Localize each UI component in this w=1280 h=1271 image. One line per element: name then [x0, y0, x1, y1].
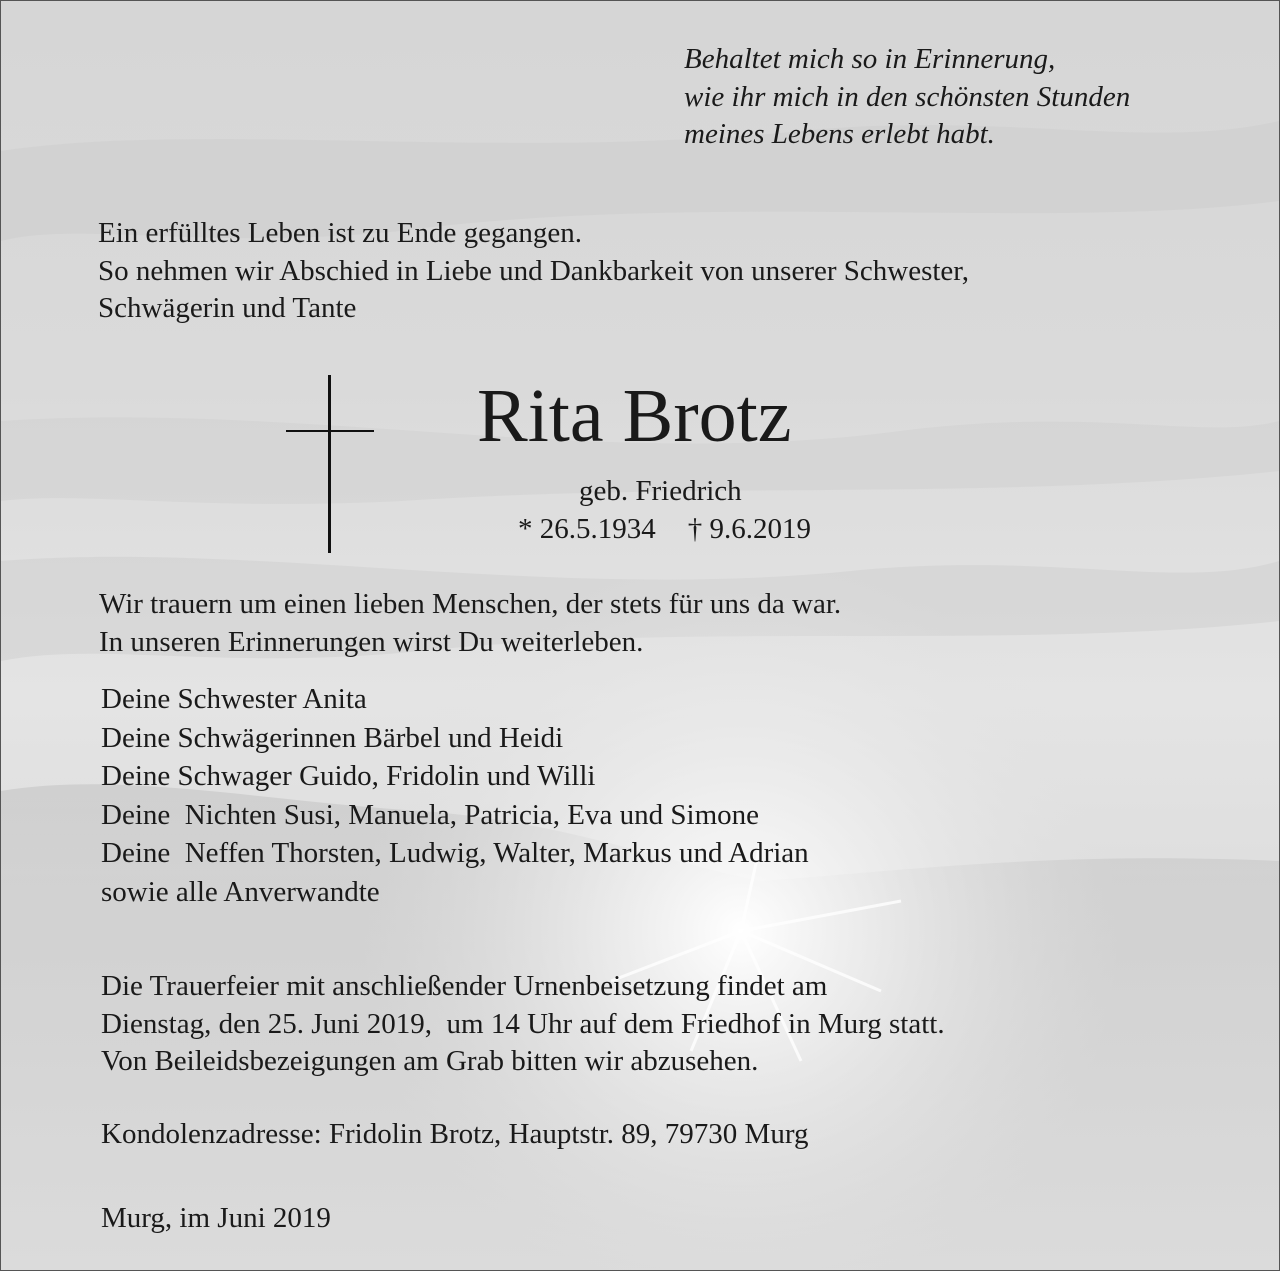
family-item: Deine Neffen Thorsten, Ludwig, Walter, Markus und Adrian — [101, 837, 809, 869]
funeral-line: Dienstag, den 25. Juni 2019, um 14 Uhr auf dem Friedhof in Murg statt. — [101, 1007, 945, 1040]
cross-vertical-bar — [328, 375, 331, 553]
intro-text — [98, 215, 969, 328]
maiden-name: geb. Friedrich — [579, 475, 742, 507]
family-item: sowie alle Anverwandte — [101, 875, 380, 908]
family-item: Deine Schwester Anita — [101, 683, 367, 715]
intro-line: Schwägerin und Tante — [98, 292, 357, 324]
condolence-address: Kondolenzadresse: Fridolin Brotz, Hauptstr. 89, 79730 Murg — [101, 1118, 809, 1150]
motto-quote — [684, 41, 1130, 154]
place-and-date: Murg, im Juni 2019 — [101, 1202, 331, 1234]
family-item: Deine Nichten Susi, Manuela, Patricia, Eva und Simone — [101, 798, 759, 831]
family-list — [101, 680, 809, 911]
family-item: Deine Schwägerinnen Bärbel und Heidi — [101, 721, 564, 754]
life-dates — [518, 511, 811, 548]
motto-line: Behaltet mich so in Erinnerung, — [684, 43, 1056, 75]
mourning-line: Wir trauern um einen lieben Menschen, der stets für uns da war. — [99, 588, 842, 620]
funeral-line: Die Trauerfeier mit anschließender Urnenbeisetzung findet am — [101, 970, 828, 1002]
birth-date: * 26.5.1934 — [518, 513, 656, 545]
funeral-line: Von Beileidsbezeigungen am Grab bitten wir abzusehen. — [101, 1045, 759, 1077]
funeral-info — [101, 968, 945, 1081]
motto-line: wie ihr mich in den schönsten Stunden — [684, 80, 1131, 113]
intro-line: So nehmen wir Abschied in Liebe und Dankbarkeit von unserer Schwester, — [98, 254, 970, 287]
motto-line: meines Lebens erlebt habt. — [684, 118, 995, 150]
cross-horizontal-bar — [286, 430, 374, 432]
death-date: † 9.6.2019 — [687, 513, 811, 545]
intro-line: Ein erfülltes Leben ist zu Ende gegangen. — [98, 217, 582, 249]
mourning-text — [99, 586, 841, 661]
family-item: Deine Schwager Guido, Fridolin und Willi — [101, 760, 596, 792]
mourning-line: In unseren Erinnerungen wirst Du weiterleben. — [99, 625, 644, 658]
deceased-name: Rita Brotz — [477, 374, 792, 458]
